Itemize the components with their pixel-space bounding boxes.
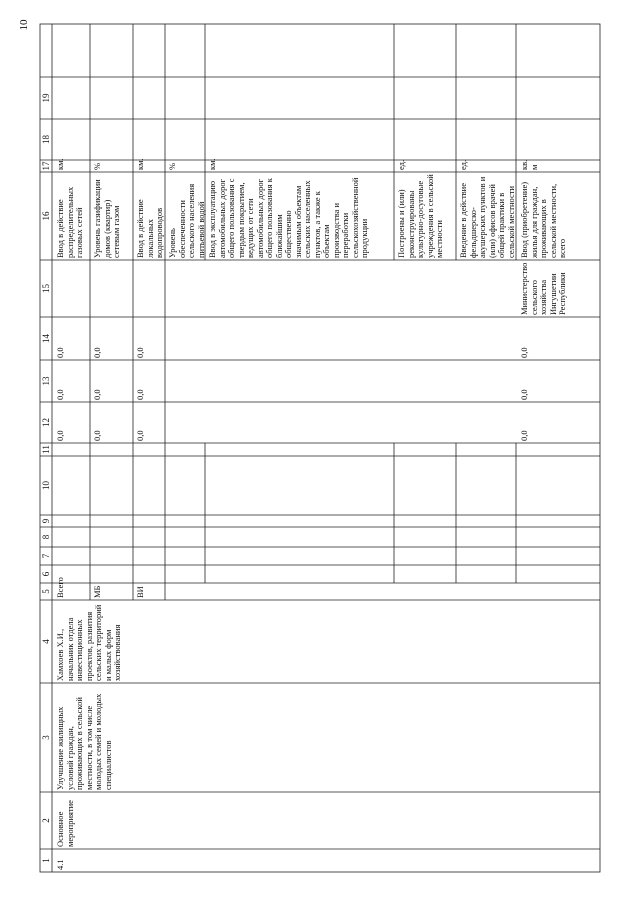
col-number-8: 8	[41, 534, 51, 540]
value-cell: 0,0	[519, 389, 529, 400]
col-number-1: 1	[41, 858, 51, 863]
value-cell: 0,0	[135, 347, 145, 358]
indicator-text: Построены и (или) реконструированы культурно-досуговые учреждения в сельской местности	[396, 174, 444, 258]
value-cell: 0,0	[55, 430, 65, 441]
indicator-text: Ввод в действие распределительных газовых сетей	[55, 186, 84, 258]
indicator-unit: км.	[135, 158, 145, 170]
fund-mb-label: МБ	[92, 585, 102, 598]
col-number-16: 16	[41, 211, 51, 221]
col-number-10: 10	[41, 481, 51, 490]
page-number: 10	[18, 19, 30, 31]
executor: Министерство сельского хозяйства Ингушетии Республики	[519, 262, 567, 315]
col-number-7: 7	[41, 553, 51, 559]
indicator-text: Ввод в действие локальных водопроводов	[135, 199, 164, 258]
col-number-17: 17	[41, 161, 51, 171]
col-number-6: 6	[41, 571, 51, 577]
col-number-12: 12	[41, 418, 51, 427]
fund-total-label: Всего	[55, 577, 65, 598]
indicator-unit: кв. м	[519, 159, 539, 170]
value-cell: 0,0	[519, 347, 529, 358]
col-number-14: 14	[41, 334, 51, 343]
indicator-unit: км.	[207, 158, 217, 170]
row-number: 4.1	[55, 859, 65, 870]
col-number-2: 2	[41, 818, 51, 823]
row-description: Улучшение жилищных условий граждан, проживающих в сельской местности, в том числе молодых семей и молодых специалистов	[55, 693, 113, 790]
value-cell: 0,0	[92, 430, 102, 441]
fund-vi-label: ВИ	[135, 586, 145, 598]
value-cell: 0,0	[135, 430, 145, 441]
col-number-18: 18	[41, 135, 51, 144]
col-number-15: 15	[41, 284, 51, 293]
value-cell: 0,0	[55, 389, 65, 400]
col-number-3: 3	[41, 735, 51, 740]
indicator-text: Ввод (приобретение) жилья для граждан, проживающих в сельской местности, всего	[519, 181, 567, 258]
col-number-19: 19	[41, 93, 51, 103]
col-number-9: 9	[41, 518, 51, 524]
value-cell: 0,0	[92, 389, 102, 400]
indicator-unit: %	[92, 162, 102, 170]
col-number-11: 11	[41, 445, 51, 454]
indicator-text: Уровень обеспеченности сельского населения питьевой водой	[167, 183, 206, 258]
col-number-4: 4	[41, 639, 51, 644]
indicator-unit: км.	[55, 158, 65, 170]
value-cell: 0,0	[519, 430, 529, 441]
indicator-text: Введение в действие фельдшерско-акушерских пунктов и (или) офисов врачей общей практики в сельской местности	[458, 176, 516, 258]
indicator-unit: ед.	[396, 159, 406, 170]
indicator-unit: %	[167, 162, 177, 170]
col-number-13: 13	[41, 376, 51, 386]
value-cell: 0,0	[55, 347, 65, 358]
indicator-unit: ед.	[458, 159, 468, 170]
value-cell: 0,0	[135, 389, 145, 400]
value-cell: 0,0	[92, 347, 102, 358]
indicator-text: Ввод в эксплуатацию автомобильных дорог общего пользования с твердым покрытием, ведущих от сети автомобильных дорог общего пользования к ближайшим общественно значимым объектам сельских населенных пунктов, а также к объектам производства и переработки сельскохозяйственной продукции	[207, 177, 369, 258]
indicator-text: Уровень газификации домов (квартир) сетевым газом	[92, 179, 121, 258]
responsible-person: Хамхоев Х.И., начальник отдела инвестиционных проектов, развития сельских территорий и малых форм хозяйствования	[55, 604, 122, 681]
col-number-5: 5	[41, 589, 51, 594]
row-name: Основное мероприятие	[55, 800, 75, 847]
